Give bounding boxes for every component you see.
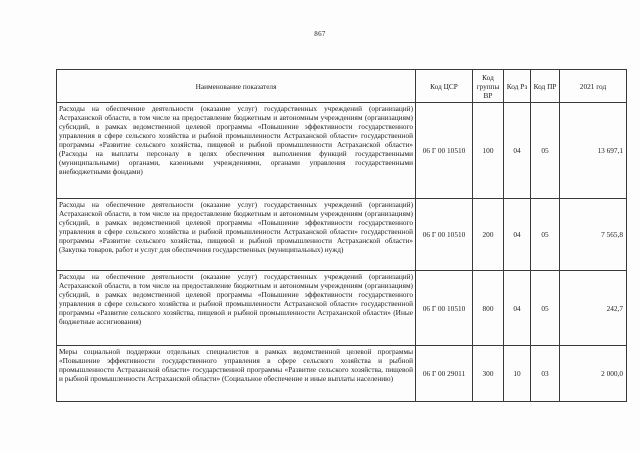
- row-vr: 100: [473, 103, 504, 199]
- row-amount: 13 697,1: [560, 103, 627, 199]
- row-csr: 06 Г 00 10510: [416, 103, 473, 199]
- header-vr: Код группы ВР: [473, 70, 504, 103]
- row-csr: 06 Г 00 29011: [416, 346, 473, 402]
- row-csr: 06 Г 00 10510: [416, 199, 473, 271]
- row-rz: 04: [504, 199, 531, 271]
- budget-table: [56, 69, 627, 402]
- row-vr: 800: [473, 271, 504, 346]
- row-name: Расходы на обеспечение деятельности (оказание услуг) государственных учреждений (организаций) Астраханской области, в том числе на предоставление бюджетным и автономным учреждениям (организациям) субсидий, в рамках ведомственной целевой программы «Повышение эффективности государственного управления в сфере сельского хозяйства и рыбной промышленности Астраханской области» государственной программы «Развитие сельского хозяйства, пищевой и рыбной промышленности Астраханской области» (Расходы на выплаты персоналу в целях обеспечения выполнения функций государственными (муниципальными) органами, казенными учреждениями, органами управления государственными внебюджетными фондами): [57, 103, 416, 199]
- row-name: Меры социальной поддержки отдельных специалистов в рамках ведомственной целевой программы «Повышение эффективности государственного управления в сфере сельского хозяйства и рыбной промышленности Астраханской области» государственной программы «Развитие сельского хозяйства, пищевой и рыбной промышленности Астраханской области» (Социальное обеспечение и иные выплаты населению): [57, 346, 416, 402]
- table-row: [57, 103, 627, 199]
- row-amount: 2 000,0: [560, 346, 627, 402]
- header-pr: Код ПР: [531, 70, 560, 103]
- header-year: 2021 год: [560, 70, 627, 103]
- row-amount: 242,7: [560, 271, 627, 346]
- row-amount: 7 565,8: [560, 199, 627, 271]
- row-vr: 300: [473, 346, 504, 402]
- row-csr: 06 Г 00 10510: [416, 271, 473, 346]
- row-name: Расходы на обеспечение деятельности (оказание услуг) государственных учреждений (организаций) Астраханской области, в том числе на предоставление бюджетным и автономным учреждениям (организациям) субсидий, в рамках ведомственной целевой программы «Повышение эффективности государственного управления в сфере сельского хозяйства и рыбной промышленности Астраханской области» государственной программы «Развитие сельского хозяйства, пищевой и рыбной промышленности Астраханской области» (Иные бюджетные ассигнования): [57, 271, 416, 346]
- page-number: 867: [314, 30, 326, 38]
- header-csr: Код ЦСР: [416, 70, 473, 103]
- table-header-row: [57, 70, 627, 103]
- row-rz: 04: [504, 103, 531, 199]
- row-pr: 03: [531, 346, 560, 402]
- header-rz: Код Рз: [504, 70, 531, 103]
- row-vr: 200: [473, 199, 504, 271]
- table-row: [57, 199, 627, 271]
- row-pr: 05: [531, 103, 560, 199]
- row-rz: 10: [504, 346, 531, 402]
- table-row: [57, 346, 627, 402]
- header-name: Наименование показателя: [57, 70, 416, 103]
- row-name: Расходы на обеспечение деятельности (оказание услуг) государственных учреждений (организаций) Астраханской области, в том числе на предоставление бюджетным и автономным учреждениям (организациям) субсидий, в рамках ведомственной целевой программы «Повышение эффективности государственного управления в сфере сельского хозяйства и рыбной промышленности Астраханской области» государственной программы «Развитие сельского хозяйства, пищевой и рыбной промышленности Астраханской области» (Закупка товаров, работ и услуг для обеспечения государственных (муниципальных) нужд): [57, 199, 416, 271]
- row-pr: 05: [531, 199, 560, 271]
- row-rz: 04: [504, 271, 531, 346]
- row-pr: 05: [531, 271, 560, 346]
- table-row: [57, 271, 627, 346]
